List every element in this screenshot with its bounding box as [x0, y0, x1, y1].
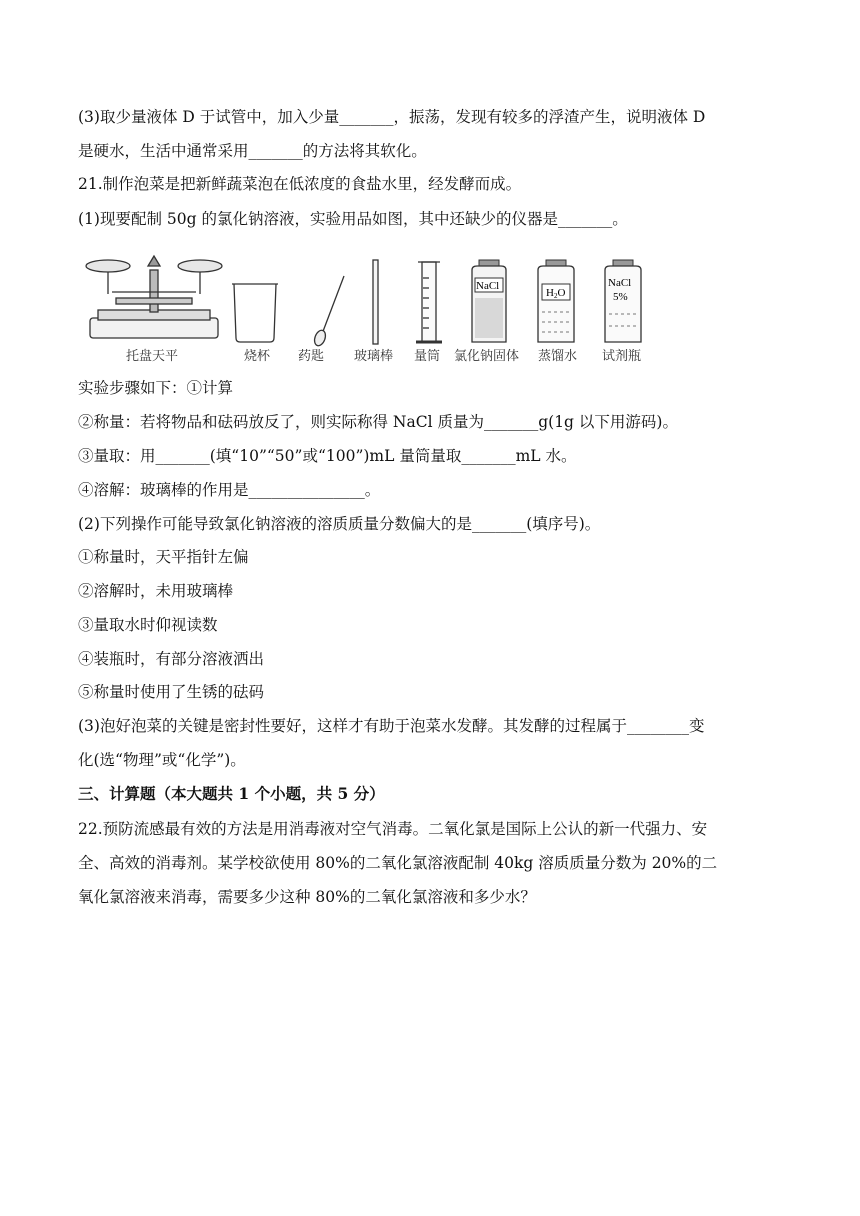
glass-rod-icon: [373, 260, 378, 344]
caption-glass-rod: 玻璃棒: [354, 349, 394, 364]
question-21-part1: (1)现要配制 50g 的氯化钠溶液，实验用品如图，其中还缺少的仪器是_______。: [78, 210, 628, 228]
option-5: ⑤称量时使用了生锈的砝码: [78, 683, 265, 701]
caption-spoon: 药匙: [298, 349, 325, 364]
caption-cylinder: 量筒: [414, 349, 441, 364]
question-21-part2: (2)下列操作可能导致氯化钠溶液的溶质质量分数偏大的是_______(填序号)。: [78, 515, 601, 533]
step-weighing: ②称量：若将物品和砝码放反了，则实际称得 NaCl 质量为_______g(1g 以下用游码)。: [78, 413, 678, 431]
question-22-line3: 氧化氯溶液来消毒，需要多少这种 80%的二氧化氯溶液和多少水？: [78, 888, 536, 906]
step-measuring: ③量取：用_______(填“10”“50”或“100”)mL 量筒量取_______mL 水。: [78, 447, 577, 465]
option-2: ②溶解时，未用玻璃棒: [78, 582, 234, 600]
svg-text:5%: 5%: [613, 291, 628, 303]
step-dissolving: ④溶解：玻璃棒的作用是_______________。: [78, 481, 381, 499]
question-22-line1: 22.预防流感最有效的方法是用消毒液对空气消毒。二氧化氯是国际上公认的新一代强力、安: [78, 820, 708, 838]
svg-text:H2O: H2O: [546, 287, 566, 300]
distilled-water-bottle-icon: [538, 260, 574, 342]
caption-distilled-water: 蒸馏水: [538, 349, 578, 364]
nacl-jar-label: NaCl: [476, 280, 500, 292]
lab-equipment-figure: [82, 248, 662, 366]
question-21-part3-line2: 化(选“物理”或“化学”)。: [78, 751, 246, 769]
nacl-solid-jar-icon: [472, 260, 506, 342]
text-line-2: 是硬水，生活中通常采用_______的方法将其软化。: [78, 142, 427, 160]
beaker-icon: [232, 284, 278, 342]
reagent-bottle-icon: [605, 260, 641, 342]
spoon-icon: [313, 276, 344, 347]
caption-nacl-solid: 氯化钠固体: [454, 349, 520, 364]
option-3: ③量取水时仰视读数: [78, 616, 218, 634]
section-heading-calculation: 三、计算题（本大题共 1 个小题，共 5 分）: [78, 784, 385, 803]
caption-balance: 托盘天平: [126, 349, 179, 364]
caption-beaker: 烧杯: [244, 349, 271, 364]
text-line-1: (3)取少量液体 D 于试管中，加入少量_______，振荡，发现有较多的浮渣产生，说明液体 D: [78, 108, 706, 126]
steps-intro: 实验步骤如下：①计算: [78, 379, 234, 397]
option-1: ①称量时，天平指针左偏: [78, 548, 249, 566]
question-22-line2: 全、高效的消毒剂。某学校欲使用 80%的二氧化氯溶液配制 40kg 溶质质量分数为 20%的二: [78, 854, 718, 872]
question-21-title: 21.制作泡菜是把新鲜蔬菜泡在低浓度的食盐水里，经发酵而成。: [78, 175, 522, 193]
balance-icon: [86, 256, 222, 338]
caption-reagent-bottle: 试剂瓶: [602, 349, 642, 364]
option-4: ④装瓶时，有部分溶液洒出: [78, 650, 265, 668]
graduated-cylinder-icon: [416, 262, 442, 342]
question-21-part3-line1: (3)泡好泡菜的关键是密封性要好，这样才有助于泡菜水发酵。其发酵的过程属于________变: [78, 717, 705, 735]
svg-text:NaCl: NaCl: [608, 277, 632, 289]
